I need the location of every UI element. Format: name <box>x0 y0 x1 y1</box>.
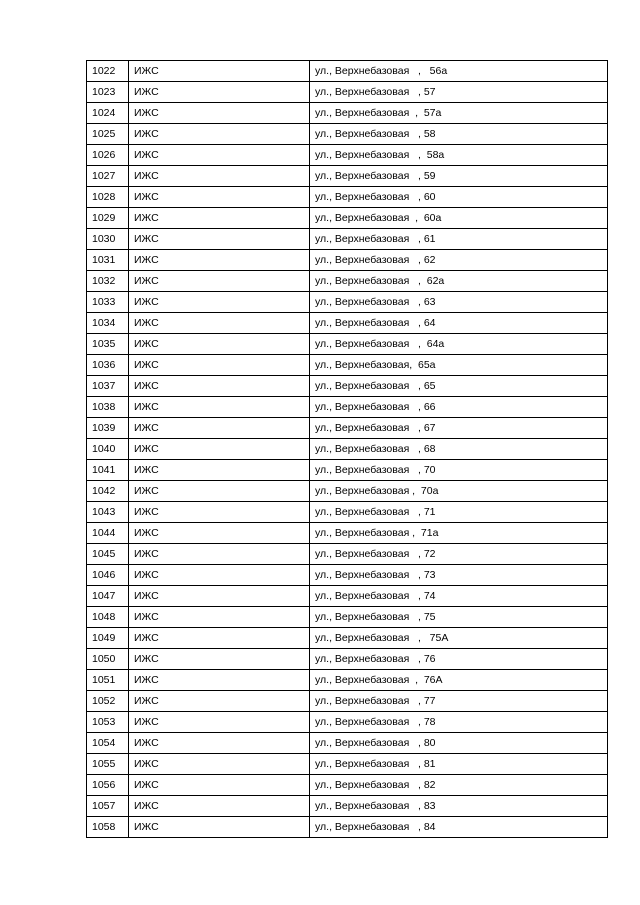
table-row <box>87 250 608 271</box>
building-type-cell: ИЖС <box>129 439 310 460</box>
table-body <box>87 61 608 838</box>
table-row <box>87 481 608 502</box>
address-cell: ул., Верхнебазовая , 82 <box>310 775 608 796</box>
table-row <box>87 460 608 481</box>
address-cell: ул., Верхнебазовая , 56а <box>310 61 608 82</box>
row-number-cell: 1037 <box>87 376 129 397</box>
building-type-cell: ИЖС <box>129 103 310 124</box>
address-cell: ул., Верхнебазовая , 64 <box>310 313 608 334</box>
row-number-cell: 1024 <box>87 103 129 124</box>
building-type-cell: ИЖС <box>129 124 310 145</box>
building-type-cell: ИЖС <box>129 628 310 649</box>
row-number-cell: 1023 <box>87 82 129 103</box>
address-cell: ул., Верхнебазовая , 73 <box>310 565 608 586</box>
row-number-cell: 1029 <box>87 208 129 229</box>
row-number-cell: 1050 <box>87 649 129 670</box>
row-number-cell: 1049 <box>87 628 129 649</box>
row-number-cell: 1031 <box>87 250 129 271</box>
address-cell: ул., Верхнебазовая , 58 <box>310 124 608 145</box>
address-cell: ул., Верхнебазовая , 77 <box>310 691 608 712</box>
table-row <box>87 82 608 103</box>
row-number-cell: 1033 <box>87 292 129 313</box>
address-cell: ул., Верхнебазовая , 57 <box>310 82 608 103</box>
building-type-cell: ИЖС <box>129 712 310 733</box>
table-row <box>87 775 608 796</box>
table-row <box>87 649 608 670</box>
address-cell: ул., Верхнебазовая , 75 <box>310 607 608 628</box>
row-number-cell: 1058 <box>87 817 129 838</box>
building-type-cell: ИЖС <box>129 670 310 691</box>
table-row <box>87 544 608 565</box>
row-number-cell: 1030 <box>87 229 129 250</box>
table-row <box>87 733 608 754</box>
table-row <box>87 271 608 292</box>
row-number-cell: 1045 <box>87 544 129 565</box>
row-number-cell: 1025 <box>87 124 129 145</box>
address-cell: ул., Верхнебазовая , 62а <box>310 271 608 292</box>
table-row <box>87 376 608 397</box>
row-number-cell: 1038 <box>87 397 129 418</box>
table-row <box>87 334 608 355</box>
address-cell: ул., Верхнебазовая , 57а <box>310 103 608 124</box>
row-number-cell: 1047 <box>87 586 129 607</box>
building-type-cell: ИЖС <box>129 187 310 208</box>
building-type-cell: ИЖС <box>129 145 310 166</box>
row-number-cell: 1034 <box>87 313 129 334</box>
building-type-cell: ИЖС <box>129 334 310 355</box>
building-type-cell: ИЖС <box>129 460 310 481</box>
address-cell: ул., Верхнебазовая , 84 <box>310 817 608 838</box>
table-row <box>87 817 608 838</box>
row-number-cell: 1036 <box>87 355 129 376</box>
address-cell: ул., Верхнебазовая , 81 <box>310 754 608 775</box>
table-row <box>87 418 608 439</box>
building-type-cell: ИЖС <box>129 82 310 103</box>
address-cell: ул., Верхнебазовая , 76 <box>310 649 608 670</box>
table-row <box>87 397 608 418</box>
row-number-cell: 1042 <box>87 481 129 502</box>
address-cell: ул., Верхнебазовая , 68 <box>310 439 608 460</box>
row-number-cell: 1055 <box>87 754 129 775</box>
row-number-cell: 1041 <box>87 460 129 481</box>
row-number-cell: 1027 <box>87 166 129 187</box>
building-type-cell: ИЖС <box>129 397 310 418</box>
building-type-cell: ИЖС <box>129 271 310 292</box>
table-row <box>87 124 608 145</box>
row-number-cell: 1022 <box>87 61 129 82</box>
address-cell: ул., Верхнебазовая , 74 <box>310 586 608 607</box>
table-row <box>87 355 608 376</box>
building-type-cell: ИЖС <box>129 607 310 628</box>
building-type-cell: ИЖС <box>129 292 310 313</box>
address-cell: ул., Верхнебазовая, 65а <box>310 355 608 376</box>
building-type-cell: ИЖС <box>129 166 310 187</box>
address-cell: ул., Верхнебазовая , 60а <box>310 208 608 229</box>
address-cell: ул., Верхнебазовая , 72 <box>310 544 608 565</box>
address-cell: ул., Верхнебазовая , 71а <box>310 523 608 544</box>
row-number-cell: 1048 <box>87 607 129 628</box>
table-row <box>87 628 608 649</box>
address-cell: ул., Верхнебазовая , 76А <box>310 670 608 691</box>
table-row <box>87 229 608 250</box>
table-row <box>87 565 608 586</box>
building-type-cell: ИЖС <box>129 229 310 250</box>
address-cell: ул., Верхнебазовая , 75А <box>310 628 608 649</box>
building-type-cell: ИЖС <box>129 775 310 796</box>
address-cell: ул., Верхнебазовая , 70а <box>310 481 608 502</box>
row-number-cell: 1052 <box>87 691 129 712</box>
table-row <box>87 187 608 208</box>
row-number-cell: 1056 <box>87 775 129 796</box>
address-registry-table <box>86 60 608 838</box>
table-row <box>87 502 608 523</box>
row-number-cell: 1051 <box>87 670 129 691</box>
address-cell: ул., Верхнебазовая , 67 <box>310 418 608 439</box>
row-number-cell: 1046 <box>87 565 129 586</box>
building-type-cell: ИЖС <box>129 649 310 670</box>
table-row <box>87 796 608 817</box>
table-row <box>87 439 608 460</box>
row-number-cell: 1057 <box>87 796 129 817</box>
building-type-cell: ИЖС <box>129 733 310 754</box>
building-type-cell: ИЖС <box>129 502 310 523</box>
table-row <box>87 670 608 691</box>
address-cell: ул., Верхнебазовая , 70 <box>310 460 608 481</box>
row-number-cell: 1039 <box>87 418 129 439</box>
table-row <box>87 61 608 82</box>
building-type-cell: ИЖС <box>129 313 310 334</box>
table-row <box>87 523 608 544</box>
building-type-cell: ИЖС <box>129 61 310 82</box>
table-row <box>87 208 608 229</box>
building-type-cell: ИЖС <box>129 355 310 376</box>
address-cell: ул., Верхнебазовая , 63 <box>310 292 608 313</box>
row-number-cell: 1026 <box>87 145 129 166</box>
row-number-cell: 1044 <box>87 523 129 544</box>
building-type-cell: ИЖС <box>129 754 310 775</box>
building-type-cell: ИЖС <box>129 523 310 544</box>
table-row <box>87 586 608 607</box>
building-type-cell: ИЖС <box>129 481 310 502</box>
table-row <box>87 607 608 628</box>
building-type-cell: ИЖС <box>129 796 310 817</box>
building-type-cell: ИЖС <box>129 250 310 271</box>
row-number-cell: 1028 <box>87 187 129 208</box>
address-cell: ул., Верхнебазовая , 80 <box>310 733 608 754</box>
address-cell: ул., Верхнебазовая , 83 <box>310 796 608 817</box>
address-cell: ул., Верхнебазовая , 61 <box>310 229 608 250</box>
building-type-cell: ИЖС <box>129 691 310 712</box>
row-number-cell: 1040 <box>87 439 129 460</box>
address-cell: ул., Верхнебазовая , 78 <box>310 712 608 733</box>
building-type-cell: ИЖС <box>129 586 310 607</box>
row-number-cell: 1032 <box>87 271 129 292</box>
table-row <box>87 754 608 775</box>
building-type-cell: ИЖС <box>129 817 310 838</box>
building-type-cell: ИЖС <box>129 376 310 397</box>
table-row <box>87 103 608 124</box>
address-cell: ул., Верхнебазовая , 65 <box>310 376 608 397</box>
table-row <box>87 712 608 733</box>
row-number-cell: 1035 <box>87 334 129 355</box>
building-type-cell: ИЖС <box>129 208 310 229</box>
table-row <box>87 691 608 712</box>
table-row <box>87 292 608 313</box>
table-row <box>87 166 608 187</box>
building-type-cell: ИЖС <box>129 565 310 586</box>
address-cell: ул., Верхнебазовая , 62 <box>310 250 608 271</box>
row-number-cell: 1054 <box>87 733 129 754</box>
address-cell: ул., Верхнебазовая , 64а <box>310 334 608 355</box>
address-cell: ул., Верхнебазовая , 58а <box>310 145 608 166</box>
building-type-cell: ИЖС <box>129 418 310 439</box>
row-number-cell: 1053 <box>87 712 129 733</box>
address-cell: ул., Верхнебазовая , 59 <box>310 166 608 187</box>
address-cell: ул., Верхнебазовая , 60 <box>310 187 608 208</box>
building-type-cell: ИЖС <box>129 544 310 565</box>
row-number-cell: 1043 <box>87 502 129 523</box>
table-row <box>87 145 608 166</box>
address-cell: ул., Верхнебазовая , 71 <box>310 502 608 523</box>
table-row <box>87 313 608 334</box>
address-cell: ул., Верхнебазовая , 66 <box>310 397 608 418</box>
